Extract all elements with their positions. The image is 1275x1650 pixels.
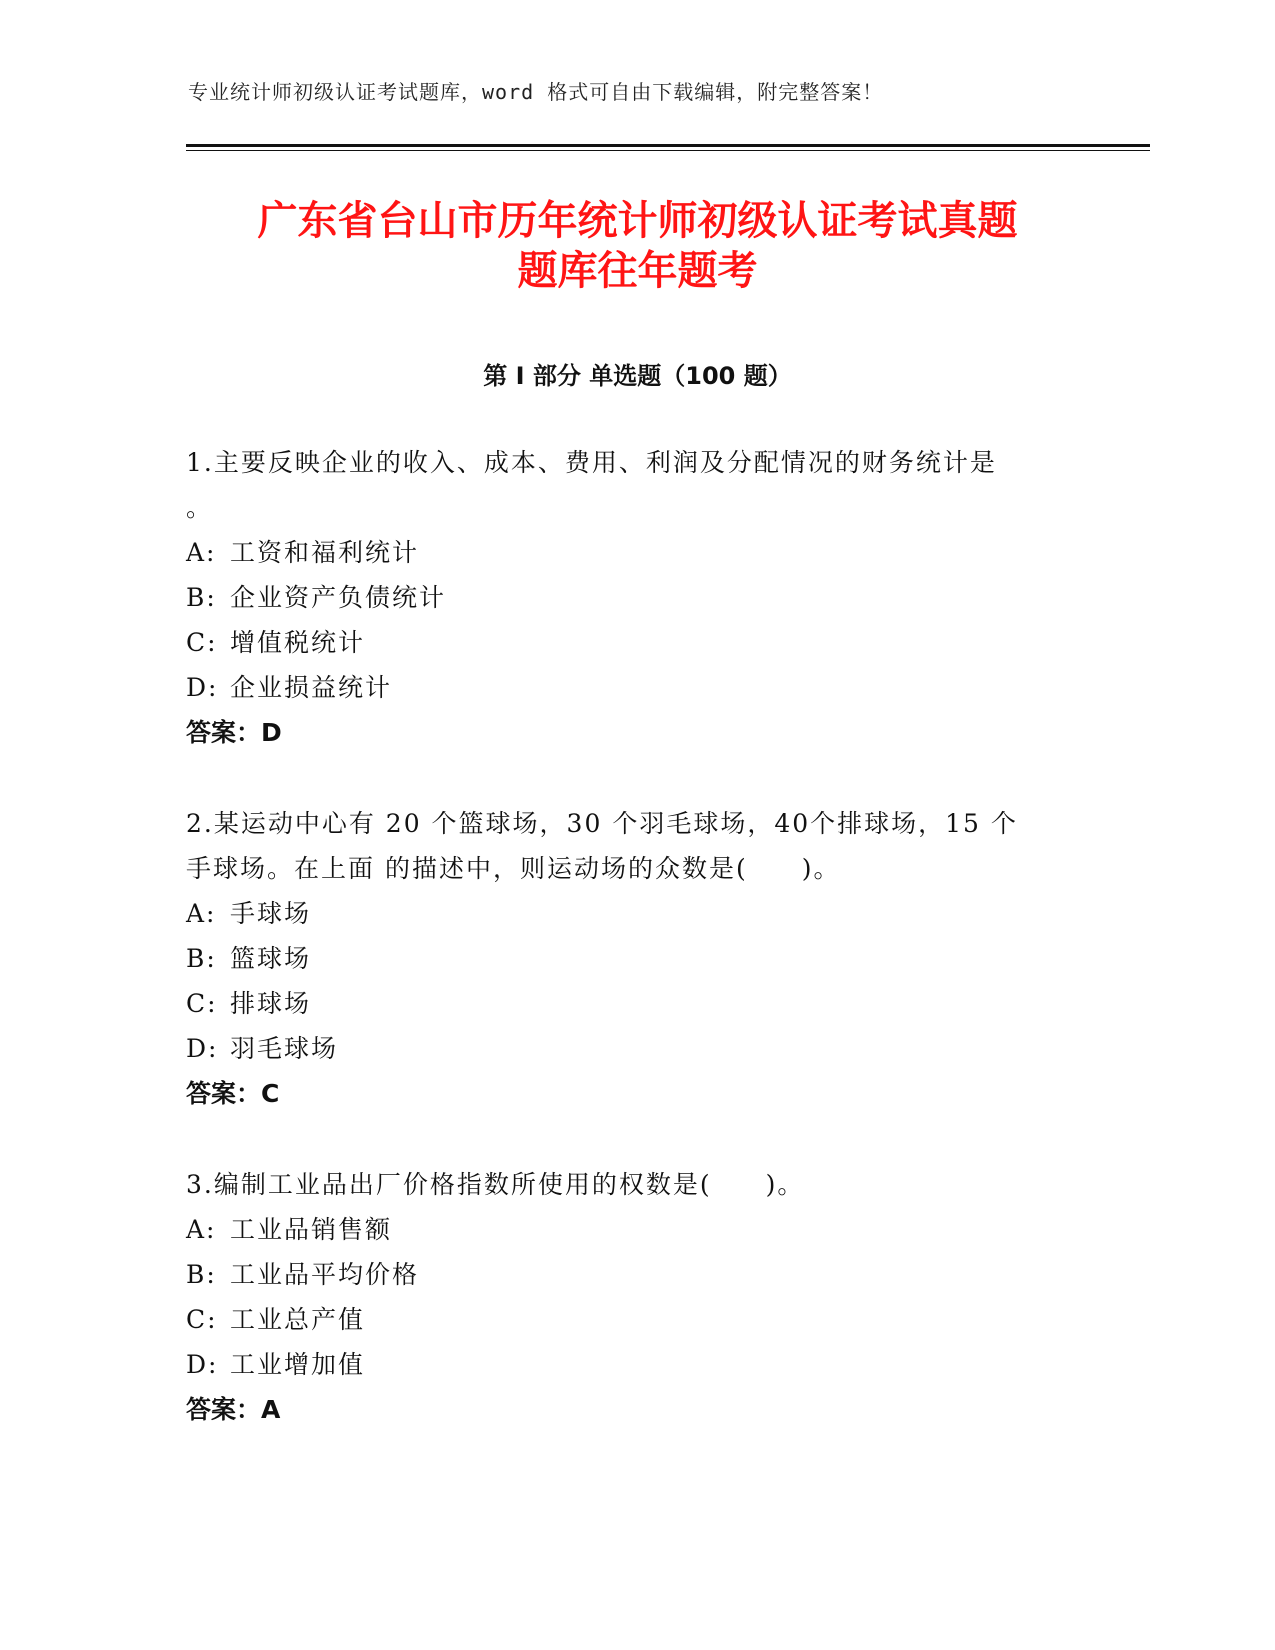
section-heading: 第 I 部分 单选题（100 题） bbox=[483, 362, 792, 390]
document-title bbox=[150, 196, 1125, 296]
question-2-option-c bbox=[186, 981, 1086, 1026]
option-letter: B: bbox=[186, 1260, 217, 1289]
question-2 bbox=[186, 801, 1086, 1116]
header-rule-thick bbox=[186, 144, 1150, 147]
question-3-option-d bbox=[186, 1342, 1086, 1387]
question-list bbox=[186, 440, 1086, 1478]
option-letter: C: bbox=[186, 628, 218, 657]
question-1-option-b bbox=[186, 575, 1086, 620]
option-text: 工业总产值 bbox=[230, 1305, 366, 1334]
option-letter: C: bbox=[186, 1305, 218, 1334]
title-line-1: 广东省台山市历年统计师初级认证考试真题 bbox=[257, 198, 1018, 244]
question-3-option-c bbox=[186, 1297, 1086, 1342]
question-1-option-d bbox=[186, 665, 1086, 710]
option-letter: A: bbox=[186, 899, 217, 928]
option-text: 羽毛球场 bbox=[230, 1034, 339, 1063]
question-2-option-d bbox=[186, 1026, 1086, 1071]
option-letter: B: bbox=[186, 944, 217, 973]
question-2-stem-line-2: 手球场。在上面 的描述中，则运动场的众数是( )。 bbox=[186, 854, 841, 883]
option-text: 增值税统计 bbox=[230, 628, 366, 657]
option-text: 企业损益统计 bbox=[230, 673, 393, 702]
question-1-answer: 答案：D bbox=[186, 718, 282, 747]
question-3-option-b bbox=[186, 1252, 1086, 1297]
option-letter: A: bbox=[186, 1215, 217, 1244]
option-letter: A: bbox=[186, 538, 217, 567]
option-letter: D: bbox=[186, 1034, 219, 1063]
option-letter: B: bbox=[186, 583, 217, 612]
header-rule-thin bbox=[186, 150, 1150, 151]
question-2-option-a bbox=[186, 891, 1086, 936]
option-letter: D: bbox=[186, 673, 219, 702]
option-text: 排球场 bbox=[230, 989, 312, 1018]
question-3-stem-line-1: 3.编制工业品出厂价格指数所使用的权数是( )。 bbox=[186, 1170, 805, 1199]
option-letter: C: bbox=[186, 989, 218, 1018]
question-2-answer: 答案：C bbox=[186, 1079, 280, 1108]
title-line-2: 题库往年题考 bbox=[517, 248, 758, 294]
question-2-stem-line-1: 2.某运动中心有 20 个篮球场，30 个羽毛球场，40个排球场，15 个 bbox=[186, 809, 1018, 838]
header-note: 专业统计师初级认证考试题库，word 格式可自由下载编辑，附完整答案！ bbox=[188, 80, 884, 104]
question-3-option-a bbox=[186, 1207, 1086, 1252]
question-1-stem-line-2: 。 bbox=[186, 493, 214, 522]
option-text: 篮球场 bbox=[230, 944, 312, 973]
option-text: 工业品销售额 bbox=[230, 1215, 393, 1244]
option-text: 工资和福利统计 bbox=[230, 538, 420, 567]
question-3-answer: 答案：A bbox=[186, 1395, 281, 1424]
option-text: 企业资产负债统计 bbox=[230, 583, 447, 612]
option-text: 工业增加值 bbox=[230, 1350, 366, 1379]
option-text: 工业品平均价格 bbox=[230, 1260, 420, 1289]
option-letter: D: bbox=[186, 1350, 219, 1379]
question-1-option-a bbox=[186, 530, 1086, 575]
question-1-stem-line-1: 1.主要反映企业的收入、成本、费用、利润及分配情况的财务统计是 bbox=[186, 448, 997, 477]
option-text: 手球场 bbox=[230, 899, 312, 928]
question-2-option-b bbox=[186, 936, 1086, 981]
question-3 bbox=[186, 1162, 1086, 1432]
question-1-option-c bbox=[186, 620, 1086, 665]
question-1 bbox=[186, 440, 1086, 755]
